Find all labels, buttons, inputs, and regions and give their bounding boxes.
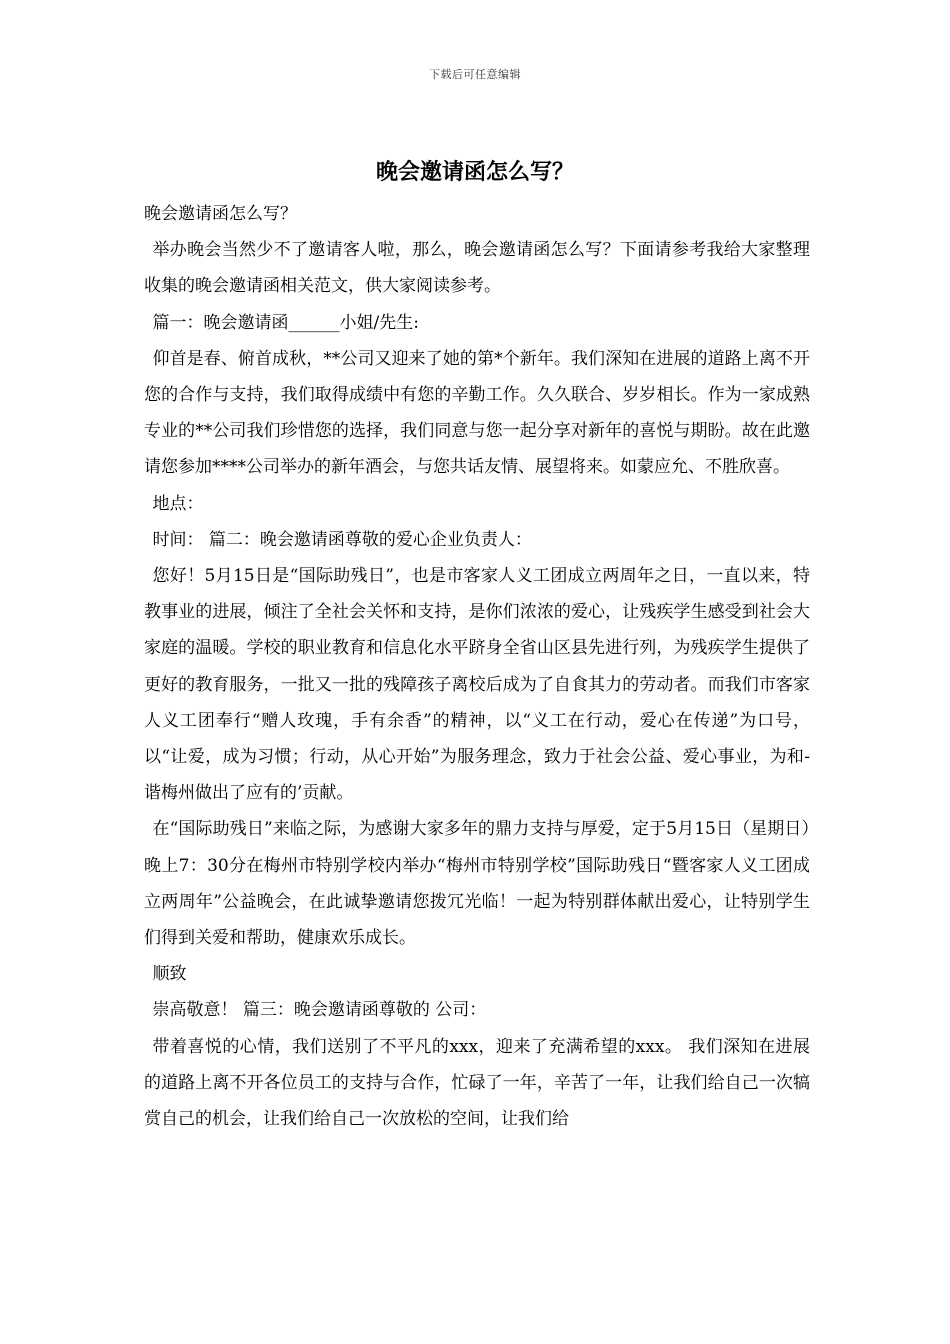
paragraph-sample-two-invitation: 在“国际助残日”来临之际，为感谢大家多年的鼎力支持与厚爱，定于5月15日（星期日）晚上7：30分在梅州市特别学校内举办“梅州市特别学校”国际助残日“暨客家人义工团成立两周年”公益晚会，在此诚挚邀请您拨冗光临！一起为特别群体献出爱心，让特别学生们得到关爱和帮助，健康欢乐成长。 (144, 819, 810, 949)
paragraph-time-sample-two-heading: 时间： 篇二：晚会邀请函尊敬的爱心企业负责人： (152, 529, 532, 550)
paragraph-subtitle: 晚会邀请函怎么写？ (144, 204, 297, 224)
paragraph-sample-one-body: 仰首是春、俯首成秋，**公司又迎来了她的第*个新年。我们深知在进展的道路上离不开您的合作与支持，我们取得成绩中有您的辛勤工作。久久联合、岁岁相长。作为一家成熟专业的**公司我们珍惜您的选择，我们同意与您一起分享对新年的喜悦与期盼。故在此邀请您参加****公司举办的新年酒会，与您共话友情、展望将来。如蒙应允、不胜欣喜。 (144, 348, 810, 478)
document-body (144, 196, 810, 1137)
paragraph-sample-three-body: 带着喜悦的心情，我们送别了不平凡的xxx，迎来了充满希望的xxx。 我们深知在进展的道路上离不开各位员工的支持与合作，忙碌了一年，辛苦了一年，让我们给自己一次犒赏自己的机会，让我们给自己一次放松的空间，让我们给 (144, 1036, 810, 1130)
paragraph-sample-one-heading: 篇一：晚会邀请函______小姐/先生: (152, 312, 419, 333)
paragraph-closing: 顺致 (152, 964, 187, 985)
paragraph-intro: 举办晚会当然少不了邀请客人啦，那么，晚会邀请函怎么写？下面请参考我给大家整理收集的晚会邀请函相关范文，供大家阅读参考。 (144, 240, 810, 297)
paragraph-location: 地点： (152, 493, 204, 514)
document-title: 晚会邀请函怎么写？ (375, 159, 574, 185)
page-header-note: 下载后可任意编辑 (429, 68, 521, 81)
paragraph-regards-sample-three-heading: 崇高敬意！ 篇三：晚会邀请函尊敬的 公司： (152, 1000, 487, 1021)
paragraph-sample-two-body: 您好！5月15日是“国际助残日”，也是市客家人义工团成立两周年之日，一直以来，特教事业的进展，倾注了全社会关怀和支持，是你们浓浓的爱心，让残疾学生感受到社会大家庭的温暖。学校的职业教育和信息化水平跻身全省山区县先进行列，为残疾学生提供了更好的教育服务，一批又一批的残障孩子离校后成为了自食其力的劳动者。而我们市客家人义工团奉行“赠人玫瑰，手有余香”的精神，以“义工在行动，爱心在传递”为口号，以“让爱，成为习惯；行动，从心开始”为服务理念，致力于社会公益、爱心事业，为和-谐梅州做出了应有的’贡献。 (144, 566, 810, 804)
